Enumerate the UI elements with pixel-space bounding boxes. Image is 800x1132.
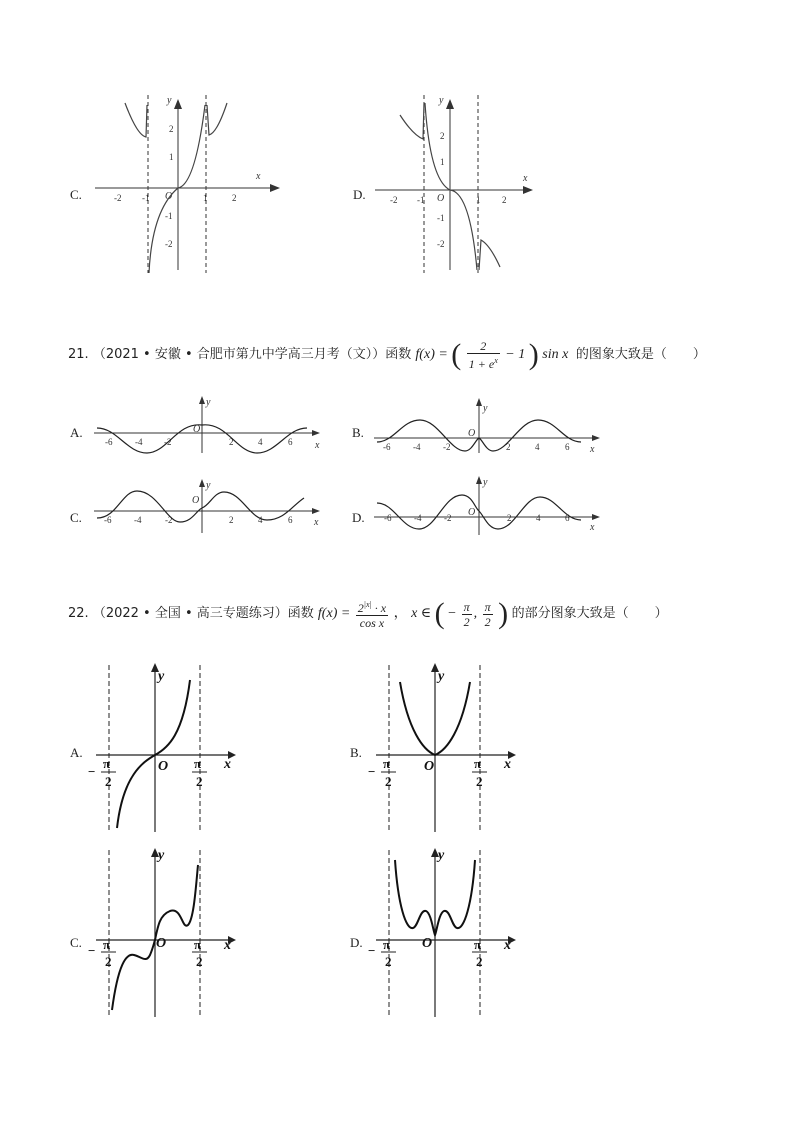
q22-formula-upper-bound [483,600,493,629]
q22-a-two-left: 2 [105,774,112,789]
q20-d-tick: 1 [476,195,481,205]
q21-graph-c[interactable] [92,478,324,538]
q22-a-y-label: y [158,669,165,684]
q22-b-two-right: 2 [476,774,483,789]
q20-graph-c[interactable] [95,95,285,275]
q21-a-y-label: y [206,397,211,408]
q20-c-curve [149,105,205,273]
q21-option-d-label[interactable]: D. [352,510,365,525]
q22-a-two-right: 2 [196,774,203,789]
q21-d-y-label: y [483,477,488,488]
q20-c-tick: 1 [203,193,208,203]
q21-d-tick: -2 [444,513,452,523]
q20-c-ytick: 1 [169,152,174,162]
q21-option-c-label[interactable]: C. [70,510,82,525]
q22-graph-c[interactable] [88,845,248,1017]
q20-d-curve [425,103,477,270]
q22-graph-a[interactable] [88,660,248,832]
q22-c-origin: O [156,936,167,951]
q22-formula-b-den: 2 [484,614,491,629]
q21-c-origin: O [192,495,200,506]
q22-question-end: 的部分图象大致是（ ） [511,606,668,622]
q21-question-end: 的图象大致是（ ） [575,347,706,363]
q20-c-y-label: y [167,95,172,106]
q21-b-tick: -2 [443,442,451,452]
q21-b-origin: O [468,428,476,439]
q21-formula-numerator: 2 [467,339,500,354]
q22-graph-b[interactable] [368,660,528,832]
q20-c-ytick: 2 [169,124,174,134]
q20-option-c-label[interactable]: C. [70,187,82,202]
q20-d-tick: 2 [502,195,507,205]
q22-d-origin: O [422,936,433,951]
q22-formula-fraction [356,598,388,630]
q21-b-x-label: x [590,444,595,455]
q20-d-y-label: y [439,95,444,106]
q22-c-two-right: 2 [196,954,203,969]
q20-c-ytick: -2 [165,239,173,249]
q20-d-x-label: x [523,173,528,184]
q21-option-a-label[interactable]: A. [70,425,83,440]
q22-formula-comma: ， [393,606,408,622]
q22-formula-domain: x ∈ [411,606,432,622]
q21-a-tick: -4 [135,437,143,447]
q21-c-tick: 2 [229,515,234,525]
q22-b-x-label: x [504,757,511,772]
q20-c-ytick: -1 [165,211,173,221]
q21-c-curve [97,491,304,522]
q22-option-d-label[interactable]: D. [350,935,363,950]
q21-formula-denominator: 1 + e [468,357,495,371]
q21-graph-d[interactable] [372,475,604,537]
q20-c-tick: -1 [142,193,150,203]
q21-a-tick: 6 [288,437,293,447]
q21-a-origin: O [193,424,201,435]
q20-c-tick: -2 [114,193,122,203]
q21-graph-a[interactable] [92,395,324,455]
q22-formula-lower-bound [462,600,472,629]
q22-question [68,597,668,631]
q21-a-tick: -6 [105,437,113,447]
q21-c-tick: -4 [134,515,142,525]
q21-d-tick: -4 [414,513,422,523]
q22-formula-denominator: cos x [359,616,385,630]
q22-option-b-label[interactable]: B. [350,745,362,760]
q21-formula-denominator-sup: x [494,356,498,365]
q21-formula: f(x) = ( $\frac{2}{1 + e^x}$ − 1 ) sin x [415,338,569,371]
q21-d-tick: -6 [384,513,392,523]
q21-c-tick: -2 [165,515,173,525]
q22-a-origin: O [158,759,169,774]
q22-b-neg-sign: − [368,764,376,779]
q20-d-ytick: -2 [437,239,445,249]
q21-number: 21. [68,347,89,363]
q22-d-y-label: y [438,848,445,863]
q21-b-tick: 6 [565,442,570,452]
q20-c-x-label: x [256,171,261,182]
q20-c-tick: 2 [232,193,237,203]
q22-d-neg-sign: − [368,943,376,958]
q22-c-neg-sign: − [88,943,96,958]
q20-d-origin: O [437,193,445,204]
q21-source: （2021 • 安徽 • 合肥市第九中学高三月考（文））函数 [92,347,412,363]
q22-number: 22. [68,606,89,622]
q22-b-pi-left: π [383,756,391,771]
q22-b-pi-right: π [474,756,482,771]
q21-b-tick: 2 [506,442,511,452]
q21-c-tick: 6 [288,515,293,525]
q22-a-curve [117,680,190,828]
q20-c-axes [95,95,280,273]
q22-b-y-label: y [438,669,445,684]
q20-d-curve [400,103,424,139]
q20-d-curve [479,240,500,270]
q22-c-pi-left: π [103,937,111,952]
q22-a-pi-left: π [103,756,111,771]
q21-d-origin: O [468,507,476,518]
q21-d-x-label: x [590,522,595,533]
q22-a-pi-right: π [194,756,202,771]
q22-b-origin: O [424,759,435,774]
q21-a-tick: -2 [164,437,172,447]
q21-formula-fraction [467,339,500,371]
q21-b-tick: -6 [383,442,391,452]
q20-d-axes [375,95,533,273]
q22-d-pi-left: π [383,937,391,952]
q21-a-tick: 4 [258,437,263,447]
q22-formula-a-num: π [463,599,470,614]
q22-option-c-label[interactable]: C. [70,935,82,950]
q22-d-two-right: 2 [476,954,483,969]
q21-a-tick: 2 [229,437,234,447]
q20-graph-d[interactable] [375,95,545,275]
q22-c-axes [96,848,236,1017]
q20-d-ytick: 1 [440,157,445,167]
q21-formula-lhs: f(x) = [415,347,448,363]
q22-c-y-label: y [158,848,165,863]
q22-graph-d[interactable] [368,845,528,1017]
q21-c-y-label: y [206,480,211,491]
q22-d-x-label: x [504,938,511,953]
q22-c-pi-right: π [194,937,202,952]
q21-a-x-label: x [315,440,320,451]
q22-formula-numerator-sup: |x| [363,600,372,609]
q21-b-tick: -4 [413,442,421,452]
q20-c-origin: O [165,191,173,202]
q20-option-d-label[interactable]: D. [353,187,366,202]
q22-formula: f(x) = $\frac{2^{|x|} \cdot x}{\text{cos x}}$ ， x ∈ ( − $\frac{\pi}{2}$ , $\frac{\pi}{2}$ ) [317,597,509,630]
q20-d-ytick: -1 [437,213,445,223]
q22-a-x-label: x [224,757,231,772]
q21-question [68,338,706,372]
q22-option-a-label[interactable]: A. [70,745,83,760]
q22-formula-a-den: 2 [463,614,470,629]
q22-d-two-left: 2 [385,954,392,969]
q21-formula-minus: − 1 [505,347,526,363]
q21-d-tick: 6 [565,513,570,523]
q21-b-tick: 4 [535,442,540,452]
q21-c-tick: -6 [104,515,112,525]
q21-c-tick: 4 [258,515,263,525]
q22-formula-numerator-tail: · x [374,601,387,615]
q21-graph-b[interactable] [372,395,604,455]
q21-d-tick: 4 [536,513,541,523]
q21-c-x-label: x [314,517,319,528]
q22-source: （2022 • 全国 • 高三专题练习）函数 [92,606,314,622]
q20-d-ytick: 2 [440,131,445,141]
q21-d-tick: 2 [507,513,512,523]
q22-formula-b-num: π [484,599,491,614]
q22-c-two-left: 2 [105,954,112,969]
q20-d-tick: -2 [390,195,398,205]
q21-b-y-label: y [483,403,488,414]
q22-formula-numerator: 2 [357,601,364,615]
q22-d-pi-right: π [474,937,482,952]
q20-c-curve [125,103,147,137]
q22-b-two-left: 2 [385,774,392,789]
q20-c-curve [207,103,227,135]
q22-c-x-label: x [224,938,231,953]
q22-formula-lhs: f(x) = [317,606,351,622]
q22-a-neg-sign: − [88,764,96,779]
q21-formula-trail: sin x [542,347,569,363]
q21-option-b-label[interactable]: B. [352,425,364,440]
q20-d-tick: -1 [417,195,425,205]
